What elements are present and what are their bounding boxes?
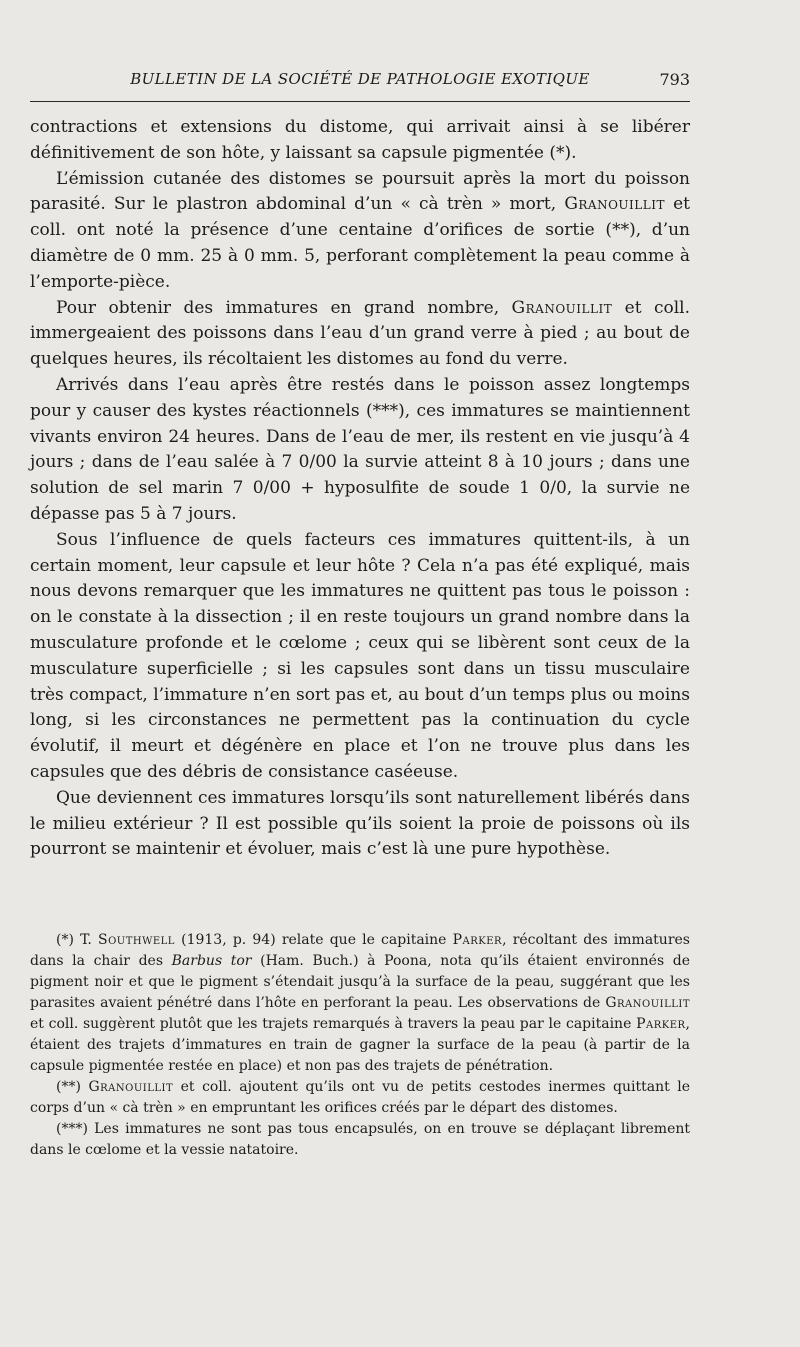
author-name: Granouillit xyxy=(88,1079,174,1095)
running-header: BULLETIN DE LA SOCIÉTÉ DE PATHOLOGIE EXOTIQUE xyxy=(130,70,590,88)
text-run: Arrivés dans l’eau après être restés dans le poisson assez longtemps pour y causer des kystes réactionnels (***), ces immatures se maintiennent vivants environ 24 heures. Dans de l’eau de mer, ils restent en vie jusqu’à 4 jours ; dans de l’eau salée à 7 0/00 la survie atteint 8 à 10 jours ; dans une solution de sel marin 7 0/00 + hyposulfite de soude 1 0/0, la survie ne dépasse pas 5 à 7 jours. xyxy=(30,374,690,524)
text-run: et coll. ont noté la présence d’une centaine d’orifices de sortie (**), d’un diamètre de 0 mm. 25 à 0 mm. 5, perforant complètement la peau comme à l’emporte-pièce. xyxy=(30,194,690,292)
author-name: Parker xyxy=(452,932,503,948)
header-rule xyxy=(30,101,690,102)
species-name: Barbus tor xyxy=(171,953,252,969)
text-run: , récoltant des immatures dans la chair des xyxy=(30,932,690,969)
author-name: Granouillit xyxy=(511,297,613,318)
text-run: (Ham. Buch.) à Poona, nota qu’ils étaient environnés de pigment noir et que le pigment s’étendait jusqu’à la surface de la peau, suggérant que les parasites avaient pénétré dans l’hôte en perforant la peau. Les observations de xyxy=(30,953,690,1011)
text-run: et coll. suggèrent plutôt que les trajets remarqués à travers la peau par le capitaine xyxy=(30,1016,637,1032)
paragraph xyxy=(30,167,690,296)
text-run: Que deviennent ces immatures lorsqu’ils sont naturellement libérés dans le milieu extérieur ? Il est possible qu’ils soient la proie de poissons où ils pourront se maintenir et évoluer, mais c’est là une pure hypothèse. xyxy=(30,787,690,860)
author-name: Parker xyxy=(636,1016,686,1032)
footnote xyxy=(30,1077,690,1119)
footnote xyxy=(30,1119,690,1161)
text-run: (***) Les immatures ne sont pas tous encapsulés, on en trouve se déplaçant librement dans le cœlome et la vessie natatoire. xyxy=(30,1121,690,1158)
author-name: Granouillit xyxy=(564,194,665,215)
paragraph xyxy=(30,373,690,528)
text-run: et coll. immergeaient des poissons dans l’eau d’un grand verre à pied ; au bout de quelques heures, ils récoltaient les distomes au fond du verre. xyxy=(30,297,690,370)
paragraph xyxy=(30,528,690,786)
paragraph xyxy=(30,296,690,373)
text-run: et coll. ajoutent qu’ils ont vu de petits cestodes inermes quittant le corps d’un « cà trèn » en empruntant les orifices créés par le départ des distomes. xyxy=(30,1079,691,1116)
paragraph xyxy=(30,115,690,167)
text-run: (*) T. xyxy=(56,932,98,948)
footnotes xyxy=(30,930,690,1161)
text-run: Pour obtenir des immatures en grand nombre, xyxy=(56,297,512,318)
author-name: Granouillit xyxy=(605,995,690,1011)
text-run: contractions et extensions du distome, qui arrivait ainsi à se libérer définitivement de son hôte, y laissant sa capsule pigmentée (*). xyxy=(30,117,690,163)
footnote xyxy=(30,930,690,1077)
author-name: Southwell xyxy=(97,932,175,948)
page-number: 793 xyxy=(659,70,690,89)
text-run: (1913, p. 94) relate que le capitaine xyxy=(174,932,453,948)
text-run: L’émission cutanée des distomes se poursuit après la mort du poisson parasité. Sur le plastron abdominal d’un « cà trèn » mort, xyxy=(30,168,690,215)
main-text xyxy=(30,115,690,863)
text-run: (**) xyxy=(56,1079,89,1095)
paragraph xyxy=(30,786,690,863)
text-run: Sous l’influence de quels facteurs ces immatures quittent-ils, à un certain moment, leur capsule et leur hôte ? Cela n’a pas été expliqué, mais nous devons remarquer que les immatures ne quittent pas tous le poisson : on le constate à la dissection ; il en reste toujours un grand nombre dans la musculature profonde et le cœlome ; ceux qui se libèrent sont ceux de la musculature superficielle ; si les capsules sont dans un tissu musculaire très compact, l’immature n’en sort pas et, au bout d’un temps plus ou moins long, si les circonstances ne permettent pas la continuation du cycle évolutif, il meurt et dégénère en place et l’on ne trouve plus dans les capsules que des débris de consistance caséeuse. xyxy=(30,529,691,782)
text-run: , étaient des trajets d’immatures en train de gagner la surface de la peau (à partir de la capsule pigmentée restée en place) et non pas des trajets de pénétration. xyxy=(30,1016,690,1074)
